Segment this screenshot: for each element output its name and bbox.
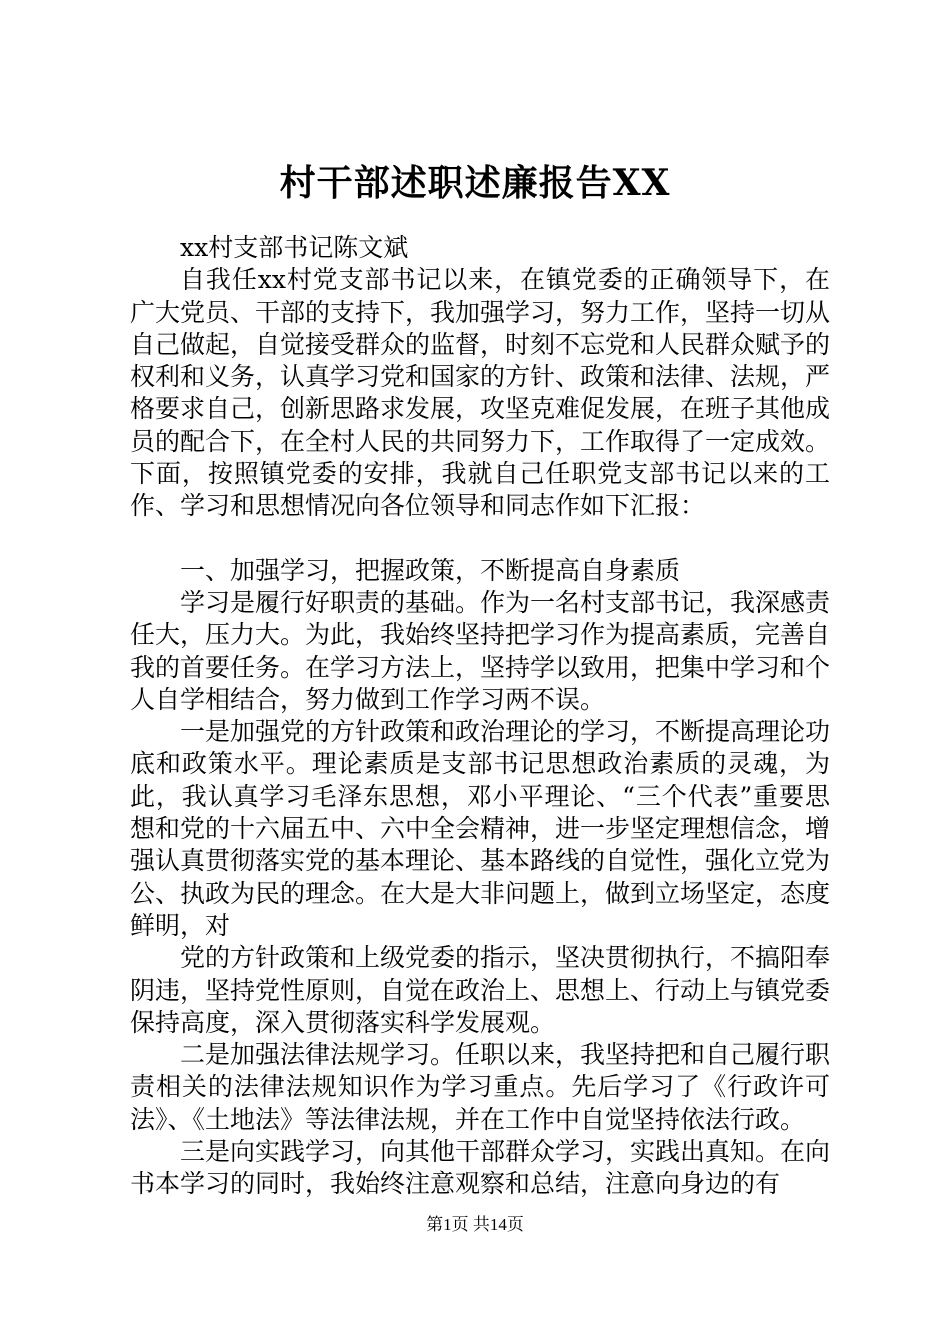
document-title: 村干部述职述廉报告XX [279, 162, 671, 204]
body-paragraph: 三是向实践学习，向其他干部群众学习，实践出真知。在向书本学习的同时，我始终注意观察和总结，注意向身边的有 [130, 1137, 831, 1199]
document-body [130, 232, 830, 1201]
intro-paragraph: 自我任xx村党支部书记以来，在镇党委的正确领导下，在广大党员、干部的支持下，我加强学习，努力工作，坚持一切从自己做起，自觉接受群众的监督，时刻不忘党和人民群众赋予的权利和义务，认真学习党和国家的方针、政策和法律、法规，严格要求自己，创新思路求发展，攻坚克难促发展，在班子其他成员的配合下，在全村人民的共同努力下，工作取得了一定成效。下面，按照镇党委的安排，我就自己任职党支部书记以来的工作、学习和思想情况向各位领导和同志作如下汇报： [130, 265, 831, 521]
section-heading: 一、加强学习，把握政策，不断提高自身素质 [180, 555, 681, 585]
body-paragraph: 学习是履行好职责的基础。作为一名村支部书记，我深感责任大，压力大。为此，我始终坚持把学习作为提高素质，完善自我的首要任务。在学习方法上，坚持学以致用，把集中学习和个人自学相结合，努力做到工作学习两不误。 [130, 587, 831, 714]
body-paragraph: 一是加强党的方针政策和政治理论的学习，不断提高理论功底和政策水平。理论素质是支部书记思想政治素质的灵魂，为此，我认真学习毛泽东思想，邓小平理论、“三个代表”重要思想和党的十六届五中、六中全会精神，进一步坚定理想信念，增强认真贯彻落实党的基本理论、基本路线的自觉性，强化立党为公、执政为民的理念。在大是大非问题上，做到立场坚定，态度鲜明，对 [130, 717, 831, 940]
author-line: xx村支部书记陈文斌 [180, 233, 409, 262]
page-number-footer: 第1页 共14页 [426, 1215, 524, 1234]
body-paragraph: 党的方针政策和上级党委的指示，坚决贯彻执行，不搞阳奉阴违，坚持党性原则，自觉在政治上、思想上、行动上与镇党委保持高度，深入贯彻落实科学发展观。 [130, 943, 831, 1037]
body-paragraph: 二是加强法律法规学习。任职以来，我坚持把和自己履行职责相关的法律法规知识作为学习重点。先后学习了《行政许可法》、《土地法》等法律法规，并在工作中自觉坚持依法行政。 [130, 1040, 831, 1134]
